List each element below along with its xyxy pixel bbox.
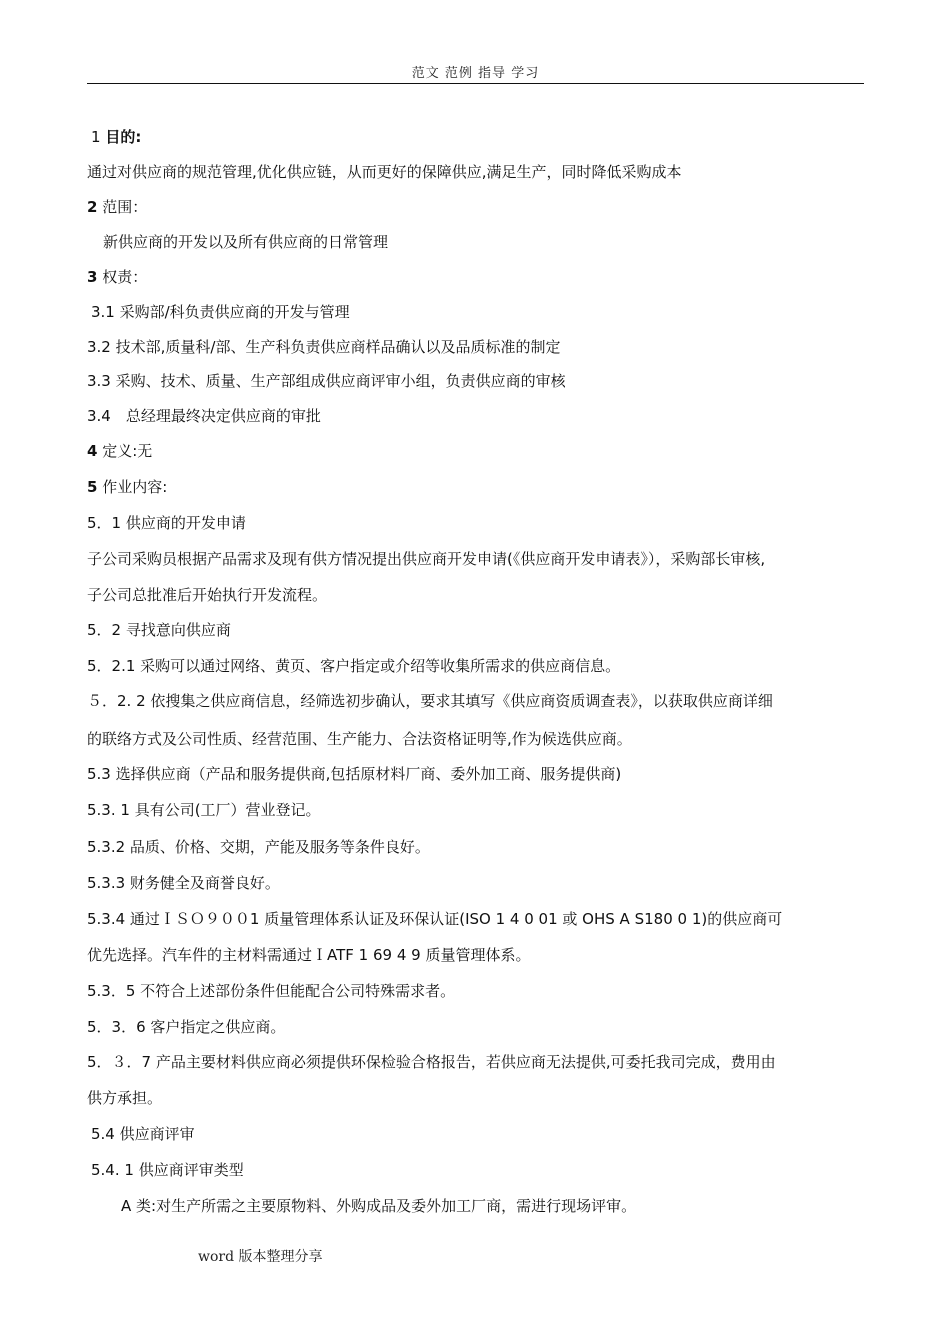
list-item: 5．3．6 客户指定之供应商。 — [87, 1018, 286, 1036]
list-item: 3.4 总经理最终决定供应商的审批 — [87, 407, 321, 425]
list-item: 5.3. 1 具有公司(工厂）营业登记。 — [87, 801, 321, 819]
paragraph: 子公司总批准后开始执行开发流程。 — [87, 586, 328, 604]
subsection-heading: 5．1 供应商的开发申请 — [87, 514, 246, 532]
page-header: 范文 范例 指导 学习 — [411, 66, 540, 81]
subsection-heading: 5．2 寻找意向供应商 — [87, 621, 231, 639]
list-item: 3.3 采购、技术、质量、生产部组成供应商评审小组，负责供应商的审核 — [87, 372, 566, 390]
section-number: 4 — [87, 442, 98, 460]
section-title: 定义:无 — [102, 442, 153, 460]
page-footer: word 版本整理分享 — [198, 1249, 323, 1265]
header-divider — [87, 83, 864, 84]
section-4-heading — [87, 441, 877, 461]
paragraph: A 类:对生产所需之主要原物料、外购成品及委外加工厂商，需进行现场评审。 — [121, 1197, 637, 1215]
section-title: 范围： — [102, 198, 148, 216]
list-item: 3.1 采购部/科负责供应商的开发与管理 — [91, 303, 350, 321]
paragraph: 通过对供应商的规范管理,优化供应链，从而更好的保障供应,满足生产，同时降低采购成本 — [87, 163, 682, 181]
paragraph: 供方承担。 — [87, 1089, 163, 1107]
list-item: 3.2 技术部,质量科/部、生产科负责供应商样品确认以及品质标准的制定 — [87, 338, 561, 356]
list-item: 5.3.2 品质、价格、交期，产能及服务等条件良好。 — [87, 838, 430, 856]
list-item: 5.4. 1 供应商评审类型 — [91, 1161, 244, 1179]
section-1-heading — [91, 127, 881, 147]
paragraph: 优先选择。汽车件的主材料需通过ＩATF 1 69 4 9 质量管理体系。 — [87, 946, 531, 964]
section-3-heading — [87, 267, 877, 287]
list-item: 5.3.3 财务健全及商誉良好。 — [87, 874, 280, 892]
list-item: 5．2.1 采购可以通过网络、黄页、客户指定或介绍等收集所需求的供应商信息。 — [87, 657, 621, 675]
subsection-heading: 5.3 选择供应商（产品和服务提供商,包括原材料厂商、委外加工商、服务提供商) — [87, 765, 622, 783]
list-item: 5.3.4 通过ＩＳＯ９００1 质量管理体系认证及环保认证(ISO 1 4 0 01 或 OHS A S180 0 1)的供应商可 — [87, 910, 783, 928]
section-2-heading — [87, 197, 877, 217]
section-number: 1 — [91, 128, 101, 146]
list-item: ５．2. 2 依搜集之供应商信息，经筛选初步确认，要求其填写《供应商资质调查表》，以获取供应商详细 — [87, 692, 773, 710]
section-5-heading — [87, 477, 877, 497]
section-number: 3 — [87, 268, 98, 286]
subsection-heading: 5.4 供应商评审 — [91, 1125, 195, 1143]
paragraph: 新供应商的开发以及所有供应商的日常管理 — [103, 233, 389, 251]
section-title: 目的: — [105, 128, 142, 146]
list-item: 5．３．7 产品主要材料供应商必须提供环保检验合格报告，若供应商无法提供,可委托我司完成，费用由 — [87, 1053, 776, 1071]
section-title: 作业内容: — [102, 478, 168, 496]
section-number: 2 — [87, 198, 98, 216]
list-item: 5.3．5 不符合上述部份条件但能配合公司特殊需求者。 — [87, 982, 456, 1000]
section-number: 5 — [87, 478, 98, 496]
section-title: 权责： — [102, 268, 148, 286]
paragraph: 的联络方式及公司性质、经营范围、生产能力、合法资格证明等,作为候选供应商。 — [87, 730, 632, 748]
paragraph: 子公司采购员根据产品需求及现有供方情况提出供应商开发申请(《供应商开发申请表》），采购部长审核, — [87, 550, 766, 568]
